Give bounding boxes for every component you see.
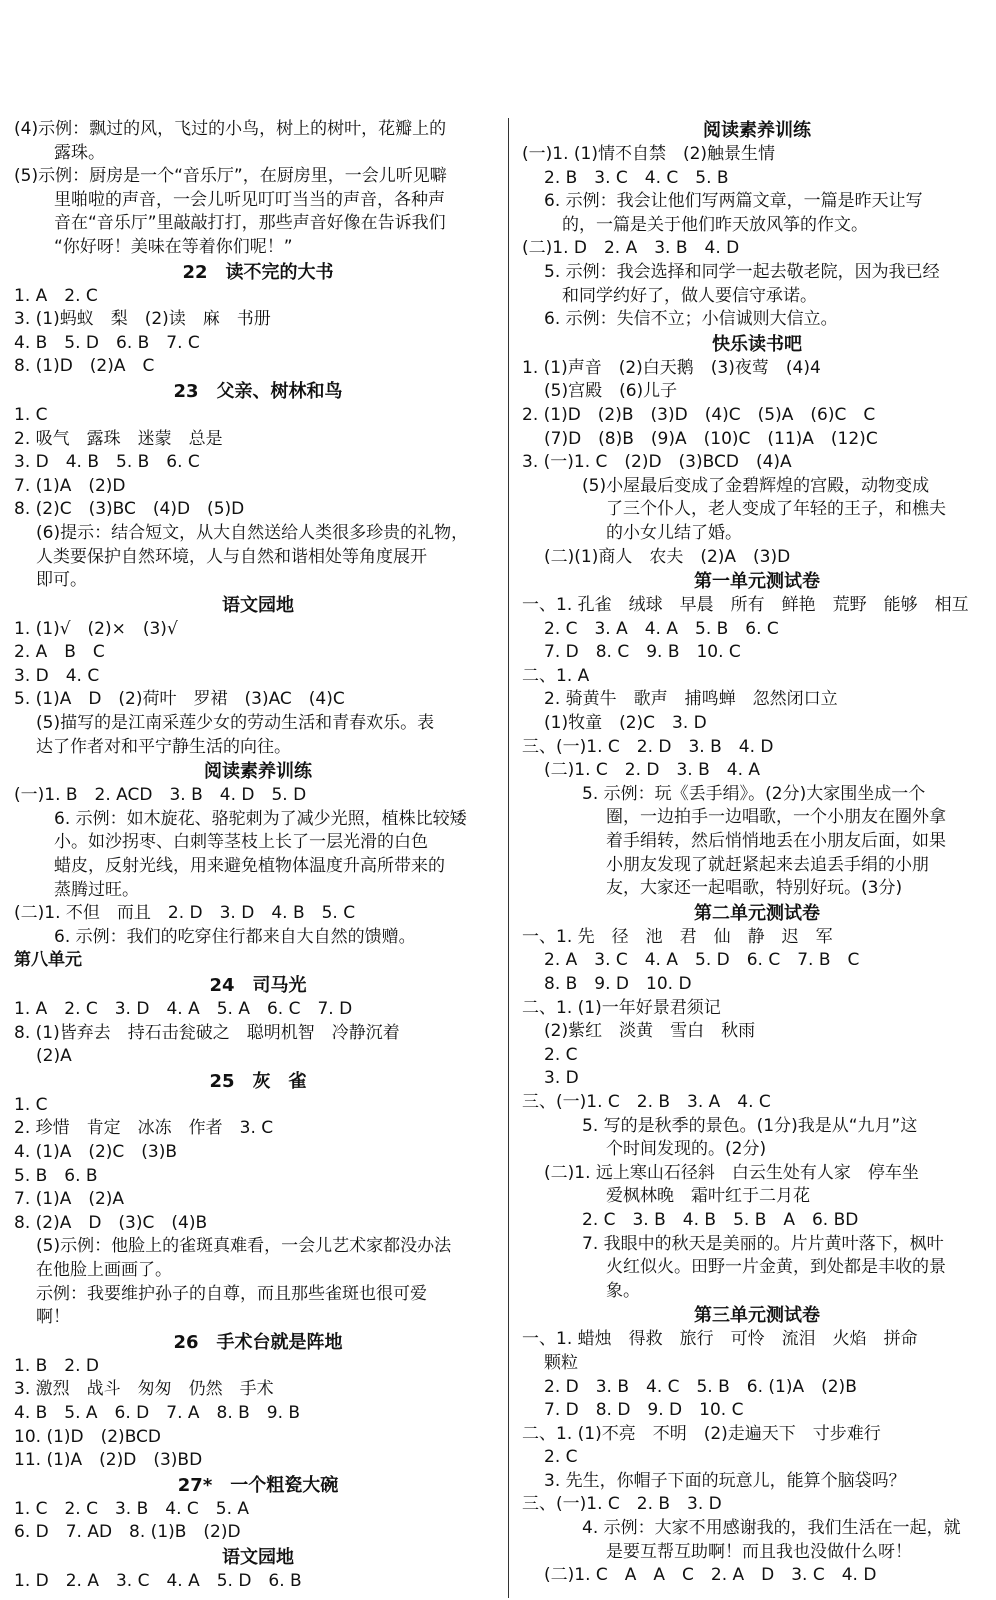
answer-line: 和同学约好了，做人要信守承诺。 [562,285,817,306]
answer-line: (二)1. 不但 而且 2. D 3. D 4. B 5. C [14,903,356,924]
answer-line: 2. C 3. A 4. A 5. B 6. C [544,618,779,639]
section-title: 25 灰 雀 [209,1070,307,1092]
answer-line: (5)宫殿 (6)儿子 [544,381,678,402]
answer-line: 5. B 6. B [14,1165,98,1186]
answer-line: “你好呀！美味在等着你们呢！” [54,236,293,257]
answer-line: 3. D 4. C [14,665,100,686]
answer-line: 一、1. 蜡烛 得救 旅行 可怜 流泪 火焰 拼命 [522,1329,918,1350]
answer-line: 三、(一)1. C 2. B 3. A 4. C [522,1091,771,1112]
answer-line: 个时间发现的。(2分) [606,1139,767,1160]
section-title: 语文园地 [222,1546,294,1568]
answer-line: 达了作者对和平宁静生活的向往。 [36,736,291,757]
answer-line: 示例：我要维护孙子的自尊，而且那些雀斑也很可爱 [36,1283,427,1304]
answer-line: 音在“音乐厅”里敲敲打打，那些声音好像在告诉我们 [54,213,446,234]
answer-line: 里啪啦的声音，一会儿听见叮叮当当的声音，各种声 [54,189,445,210]
answer-line: 三、(一)1. C 2. B 3. D [522,1494,722,1515]
answer-line: 5. 示例：玩《丢手绢》。(2分)大家围坐成一个 [582,783,926,804]
answer-line: 火红似火。田野一片金黄，到处都是丰收的景 [606,1257,946,1278]
answer-line: 1. (1)声音 (2)白天鹅 (3)夜莺 (4)4 [522,357,821,378]
section-title: 22 读不完的大书 [182,261,334,283]
answer-line: (5)小屋最后变成了金碧辉煌的宫殿，动物变成 [582,475,930,496]
answer-line: 2. B 3. C 4. C 5. B [544,167,729,188]
answer-line: 4. B 5. D 6. B 7. C [14,332,200,353]
answer-line: 人类要保护自然环境，人与自然和谐相处等角度展开 [36,546,427,567]
answer-line: 5. 写的是秋季的景色。(1分)我是从“九月”这 [582,1115,918,1136]
answer-line: 6. 示例：失信不立；小信诚则大信立。 [544,309,838,330]
answer-line: 7. D 8. D 9. D 10. C [544,1400,744,1421]
answer-line: (二)1. 远上寒山石径斜 白云生处有人家 停车坐 [544,1162,919,1183]
answer-line: 8. (2)A D (3)C (4)B [14,1212,208,1233]
answer-line: 6. 示例：我会让他们写两篇文章，一篇是昨天让写 [544,191,923,212]
answer-line: 1. A 2. C [14,285,98,306]
answer-line: (2)A [36,1046,72,1067]
section-title: 快乐读书吧 [712,333,802,355]
section-title: 第三单元测试卷 [694,1305,820,1327]
answer-line: 2. D 3. B 4. C 5. B 6. (1)A (2)B [544,1376,857,1397]
answer-line: 二、1. (1)不亮 不明 (2)走遍天下 寸步难行 [522,1423,881,1444]
section-title: 23 父亲、树林和鸟 [173,380,343,402]
answer-line: 3. 先生，你帽子下面的玩意儿，能算个脑袋吗？ [544,1470,906,1491]
answer-line: 1. C 2. C 3. B 4. C 5. A [14,1498,250,1519]
answer-line: (5)示例：他脸上的雀斑真难看，一会儿艺术家都没办法 [36,1236,452,1257]
answer-line: 3. (一)1. C (2)D (3)BCD (4)A [522,452,792,473]
answer-line: 2. C [544,1447,578,1468]
answer-line: 4. B 5. A 6. D 7. A 8. B 9. B [14,1402,301,1423]
answer-line: (5)描写的是江南采莲少女的劳动生活和青春欢乐。表 [36,713,435,734]
section-title: 阅读素养训练 [703,120,811,141]
answer-line: 2. 吸气 露珠 迷蒙 总是 [14,428,223,449]
answer-line: (5)示例：厨房是一个“音乐厅”，在厨房里，一会儿听见噼 [14,166,447,187]
answer-line: 象。 [606,1280,640,1301]
section-title: 27* 一个粗瓷大碗 [177,1474,339,1496]
answer-line: 8. B 9. D 10. D [544,974,692,994]
unit-heading: 第八单元 [14,950,82,971]
answer-line: 2. C 3. B 4. B 5. B A 6. BD [582,1209,859,1230]
answer-line: (7)D (8)B (9)A (10)C (11)A (12)C [544,428,878,449]
answer-line: 露珠。 [54,142,105,163]
answer-line: 5. 示例：我会选择和同学一起去敬老院，因为我已经 [544,261,940,282]
answer-line: 即可。 [36,570,87,591]
answer-line: 2. A B C [14,642,105,663]
answer-line: 8. (1)D (2)A C [14,356,155,377]
section-title: 阅读素养训练 [204,761,312,783]
answer-line: (2)紫红 淡黄 雪白 秋雨 [544,1021,756,1042]
answer-line: (二)(1)商人 农夫 (2)A (3)D [544,546,791,567]
answer-line: 8. (1)皆弃去 持石击瓮破之 聪明机智 冷静沉着 [14,1022,400,1043]
answer-line: 1. C [14,404,48,425]
answer-line: 7. (1)A (2)D [14,475,126,496]
answer-line: 蒸腾过旺。 [54,879,139,900]
answer-line: 蜡皮，反射光线，用来避免植物体温度升高所带来的 [54,856,445,877]
section-title: 第一单元测试卷 [694,571,820,593]
answer-line: 2. (1)D (2)B (3)D (4)C (5)A (6)C C [522,404,876,425]
answer-line: 4. (1)A (2)C (3)B [14,1141,178,1162]
answer-line: 4. 示例：大家不用感谢我的，我们生活在一起，就 [582,1518,961,1539]
answer-line: (一)1. (1)情不自禁 (2)触景生情 [522,144,776,164]
answer-line: 着手绢转，然后悄悄地丢在小朋友后面，如果 [606,831,946,852]
answer-line: 11. (1)A (2)D (3)BD [14,1450,203,1471]
answer-line: 7. (1)A (2)A [14,1189,125,1210]
answer-line: 三、(一)1. C 2. D 3. B 4. D [522,736,774,757]
answer-line: (1)牧童 (2)C 3. D [544,713,707,734]
answer-line: 2. A 3. C 4. A 5. D 6. C 7. B C [544,950,860,971]
answer-line: 是要互帮互助啊！而且我也没做什么呀！ [606,1541,912,1562]
answer-line: 一、1. 孔雀 绒球 早晨 所有 鲜艳 荒野 能够 相互 [522,595,969,616]
answer-line: 3. (1)蚂蚁 梨 (2)读 麻 书册 [14,309,271,330]
answer-line: 小朋友发现了就赶紧起来去追丢手绢的小朋 [606,854,929,875]
answer-line: 小。如沙拐枣、白刺等茎枝上长了一层光滑的白色 [54,832,428,853]
answer-line: (4)示例：飘过的风，飞过的小鸟，树上的树叶，花瓣上的 [14,119,447,139]
answer-line: 圈，一边拍手一边唱歌，一个小朋友在圈外拿 [606,807,946,828]
answer-line: 5. (1)A D (2)荷叶 罗裙 (3)AC (4)C [14,689,345,710]
answer-line: 爱枫林晚 霜叶红于二月花 [606,1186,810,1207]
answer-line: 6. 示例：我们的吃穿住行都来自大自然的馈赠。 [54,926,416,947]
answer-line: (6)提示：结合短文，从大自然送给人类很多珍贵的礼物， [36,522,469,543]
answer-line: 8. (2)C (3)BC (4)D (5)D [14,499,245,520]
right-column [522,118,992,1588]
answer-line: 二、1. A [522,665,590,686]
answer-line: 啊！ [36,1307,70,1328]
answer-line: 3. D [544,1068,579,1089]
answer-line: 1. D 2. A 3. C 4. A 5. D 6. B [14,1570,302,1591]
answer-line: 10. (1)D (2)BCD [14,1426,162,1447]
answer-line: (二)1. D 2. A 3. B 4. D [522,238,740,259]
answer-line: 的，一篇是关于他们昨天放风筝的作文。 [562,214,868,235]
answer-line: 友，大家还一起唱歌，特别好玩。(3分) [606,878,903,899]
answer-line: 的小女儿结了婚。 [606,522,742,543]
answer-line: 1. (1)√ (2)× (3)√ [14,618,178,639]
column-divider [508,118,509,1598]
answer-line: 3. D 4. B 5. B 6. C [14,452,200,473]
answer-line: 了三个仆人，老人变成了年轻的王子，和樵夫 [606,499,946,520]
left-column [14,118,502,1593]
answer-line: 7. D 8. C 9. B 10. C [544,642,741,663]
answer-line: (二)1. C 2. D 3. B 4. A [544,760,761,781]
answer-line: 1. B 2. D [14,1355,99,1376]
answer-line: (一)1. B 2. ACD 3. B 4. D 5. D [14,785,307,806]
answer-line: 3. 激烈 战斗 匆匆 仍然 手术 [14,1379,274,1400]
answer-line: 一、1. 先 径 池 君 仙 静 迟 军 [522,926,833,947]
answer-line: (二)1. C A A C 2. A D 3. C 4. D [544,1565,877,1586]
answer-line: 2. 骑黄牛 歌声 捕鸣蝉 忽然闭口立 [544,689,838,710]
answer-line: 二、1. (1)一年好景君须记 [522,997,721,1018]
answer-line: 在他脸上画画了。 [36,1259,172,1280]
answer-line: 7. 我眼中的秋天是美丽的。片片黄叶落下，枫叶 [582,1233,944,1254]
answer-line: 6. D 7. AD 8. (1)B (2)D [14,1522,241,1543]
section-title: 语文园地 [222,594,294,616]
answer-line: 2. 珍惜 肯定 冰冻 作者 3. C [14,1118,274,1139]
answer-line: 1. C [14,1094,48,1115]
answer-line: 2. C [544,1044,578,1065]
answer-line: 1. A 2. C 3. D 4. A 5. A 6. C 7. D [14,999,353,1019]
section-title: 24 司马光 [209,975,307,996]
section-title: 26 手术台就是阵地 [173,1331,343,1353]
section-title: 第二单元测试卷 [694,902,820,924]
answer-line: 颗粒 [544,1352,578,1373]
answer-line: 6. 示例：如木旋花、骆驼刺为了减少光照，植株比较矮 [54,808,467,829]
